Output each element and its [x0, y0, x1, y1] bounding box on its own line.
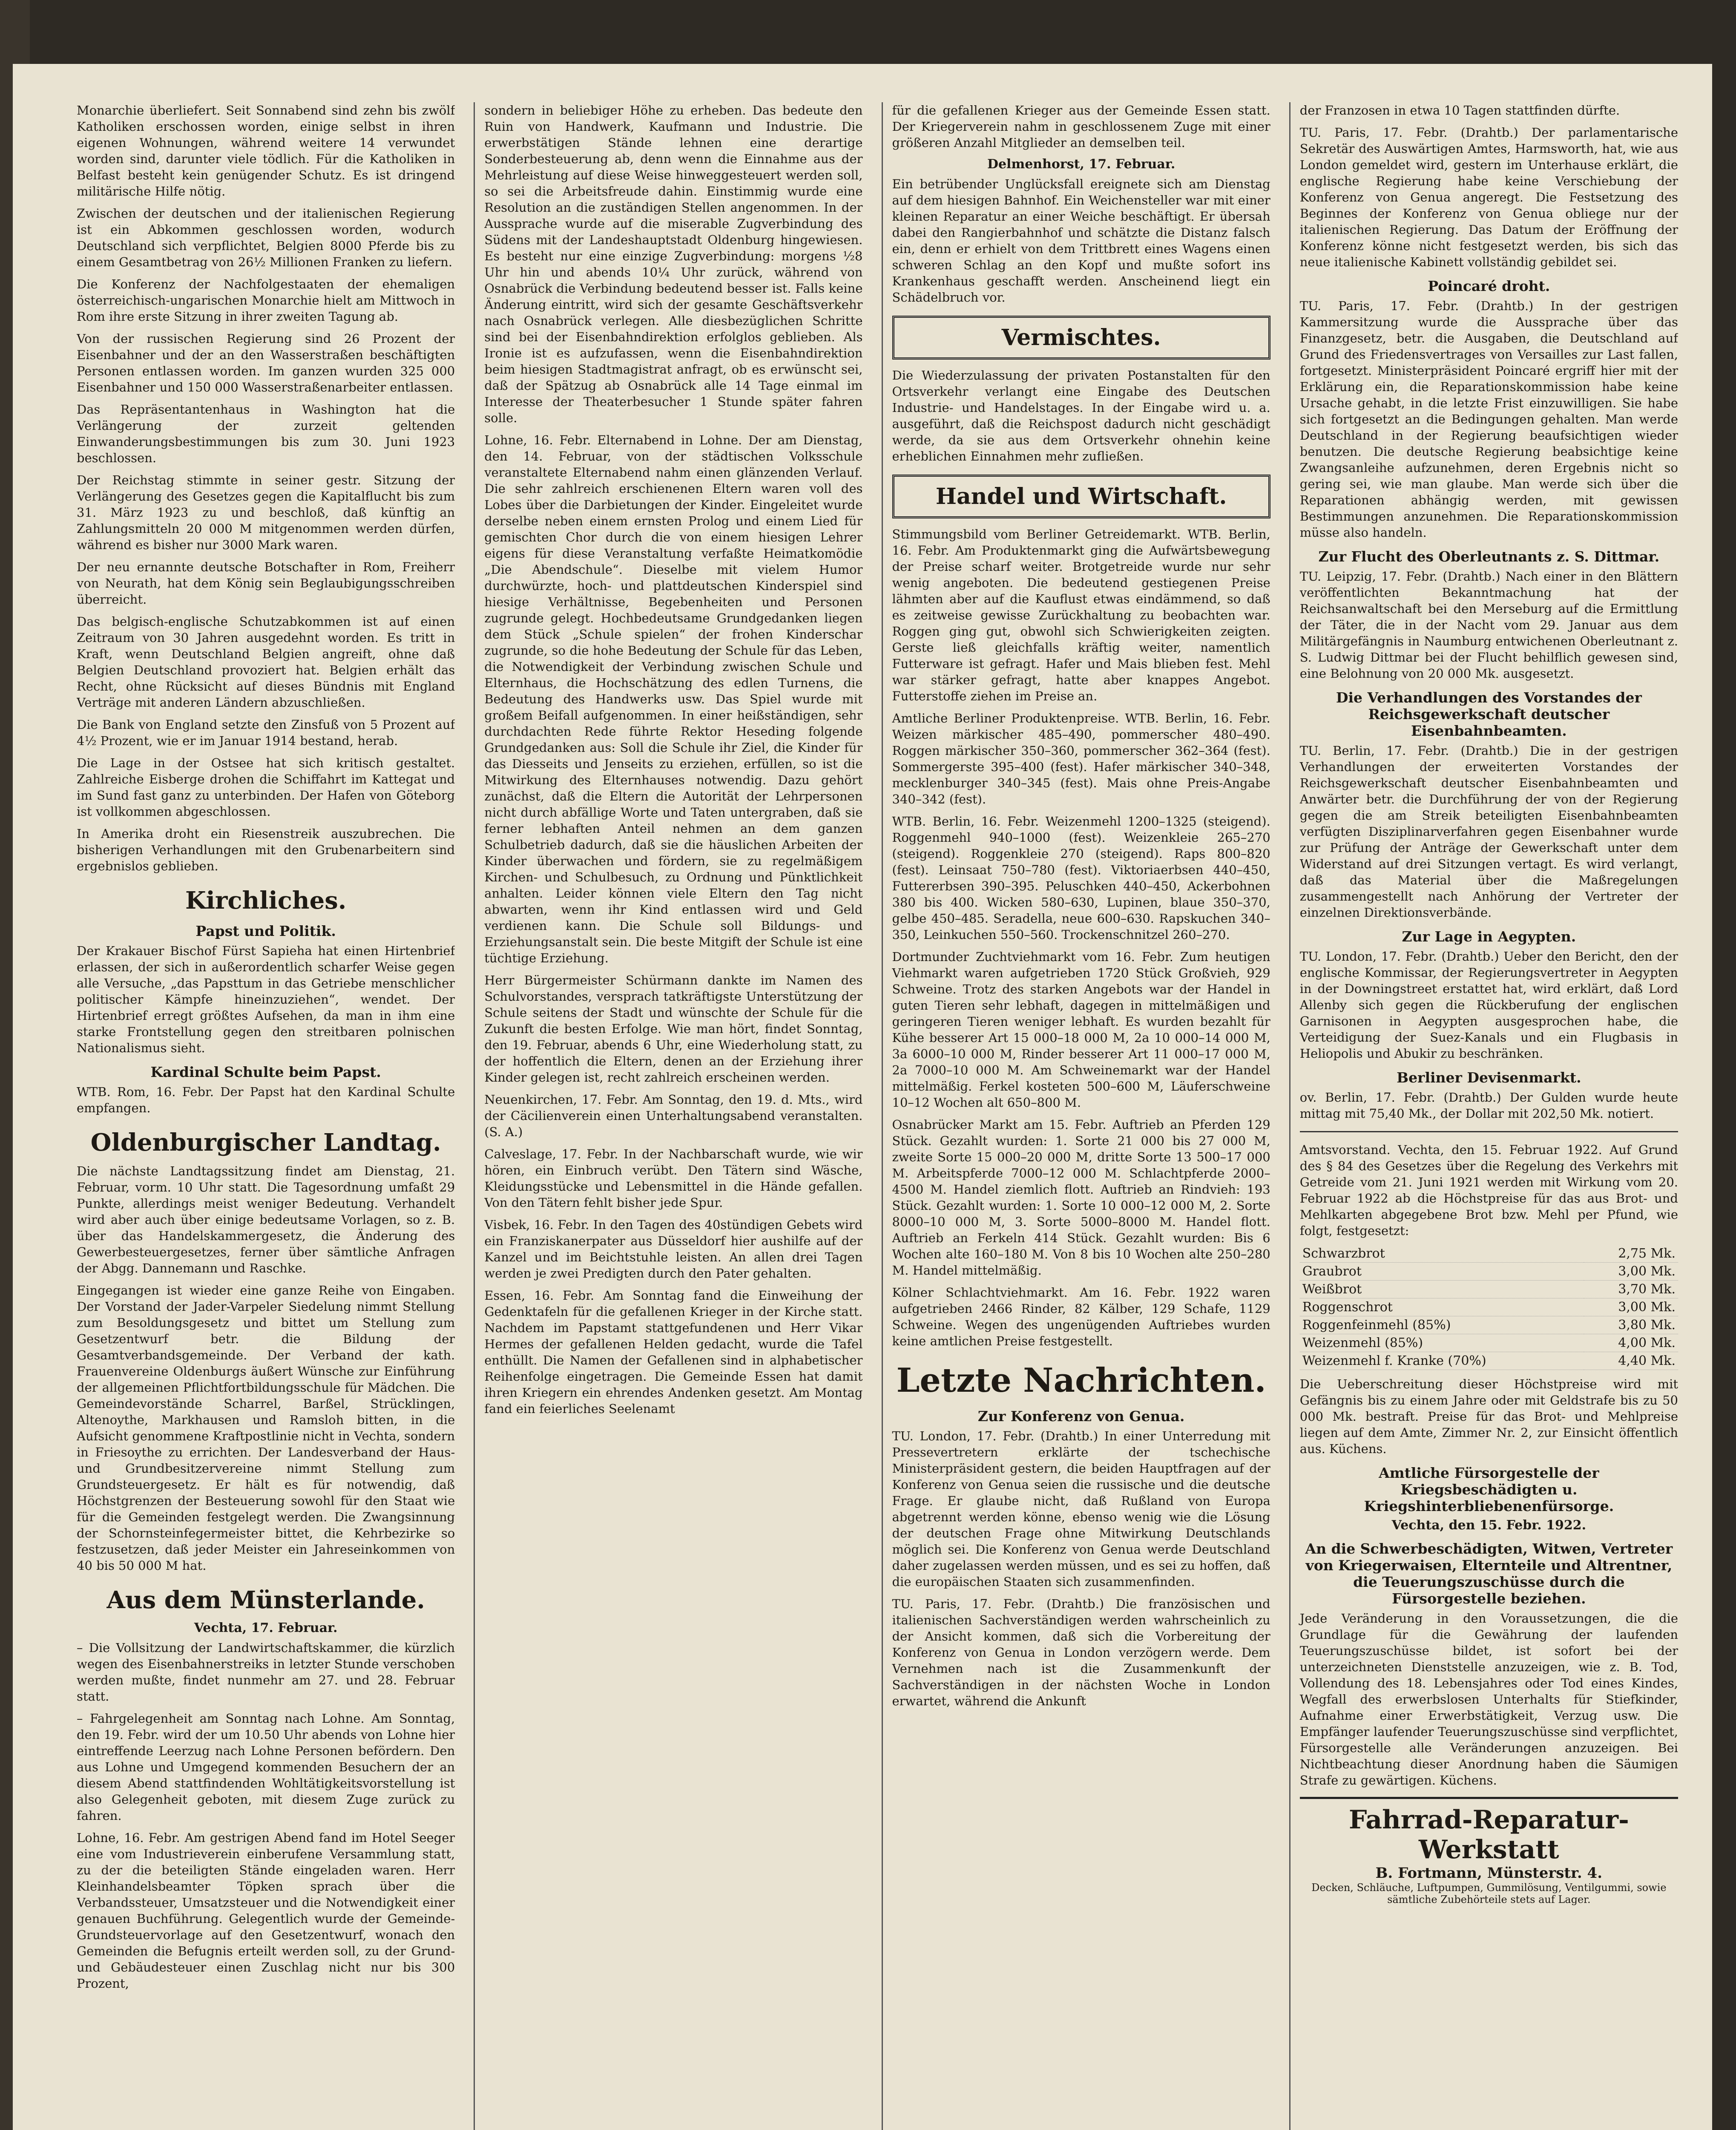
- newspaper-page: [13, 64, 1712, 2130]
- dateline: Delmenhorst, 17. Februar.: [987, 157, 1176, 172]
- article-headline: Zur Flucht des Oberleutnants z. S. Dittmar.: [1318, 548, 1660, 565]
- article-paragraph: Jede Veränderung in den Voraussetzungen, die die Grundlage für die Gewährung der laufenden Teuerungszuschüsse bildet, ist sofort bei der unterzeichneten Dienststelle anzuzeigen, wie z. B. Tod, Vollendung des 18. Lebensjahres oder Tod eines Kindes, Wegfall des erwerbslosen Unterhalts für Stiefkinder, Aufnahme einer Erwerbstätigkeit, Verzug usw. Die Empfänger laufender Teuerungszuschüsse sind verpflichtet, Fürsorgestelle alle Veränderungen anzuzeigen. Bei Nichtbeachtung dieser Anordnung haben die Säumigen Strafe zu gewärtigen. Küchens.: [1299, 1611, 1678, 1787]
- article-paragraph: Kölner Schlachtviehmarkt. Am 16. Febr. 1922 waren aufgetrieben 2466 Rinder, 82 Kälber, 129 Schafe, 1129 Schweine. Wegen des ungenügenden Auftriebes wurden keine amtlichen Preise festgestellt.: [892, 1285, 1270, 1348]
- article-paragraph: Dortmunder Zuchtviehmarkt vom 16. Febr. Zum heutigen Viehmarkt waren aufgetrieben 1720 Stück Großvieh, 929 Schweine. Trotz des starken Angebots war der Handel in guten Tieren sehr lebhaft, dagegen in mittelmäßigen und geringeren Tieren weniger lebhaft. Es wurden bezahlt für Kühe besserer Art 15 000–18 000 M, 2a 10 000–14 000 M, 3a 6000–10 000 M, Rinder besserer Art 11 000–17 000 M, 2a 7000–10 000 M. Am Schweinemarkt war der Handel mittelmäßig. Ferkel kosteten 500–600 M, Läuferschweine 10–12 Wochen alt 650–800 M.: [892, 950, 1270, 1110]
- section-heading: Aus dem Münsterlande.: [106, 1586, 425, 1614]
- article-paragraph: – Die Vollsitzung der Landwirtschaftskammer, die kürzlich wegen des Eisenbahnerstreiks in letzter Stunde verschoben werden mußte, findet nunmehr am 27. und 28. Februar statt.: [77, 1641, 455, 1704]
- column-container: [77, 102, 1678, 2130]
- article-paragraph: TU. Paris, 17. Febr. (Drahtb.) Der parlamentarische Sekretär des Auswärtigen Amtes, Harmsworth, hat, wie aus London gemeldet wird, gestern im Unterhause erklärt, die englische Regierung habe keine Verschiebung der Konferenz von Genua angeregt. Die Festsetzung des Beginnes der Konferenz von Genua obliege nur der italienischen Regierung. Das Datum der Eröffnung der Konferenz könne nicht festgesetzt werden, bis sich das neue italienische Kabinett vollständig gebildet sei.: [1299, 125, 1678, 269]
- article-paragraph: Der Krakauer Bischof Fürst Sapieha hat einen Hirtenbrief erlassen, der sich in außerordentlich scharfer Weise gegen alle Versuche, „das Papsttum in das Getriebe menschlicher politischer Kämpfe hineinzuziehen“, wendet. Der Hirtenbrief erregt größtes Aufsehen, da man in ihm eine starke Frontstellung gegen den streitbaren polnischen Nationalismus sieht.: [77, 944, 455, 1055]
- article-paragraph: TU. Berlin, 17. Febr. (Drahtb.) Die in der gestrigen Verhandlungen der erweiterten Vorstandes der Reichsgewerkschaft deutscher Eisenbahnbeamten und Anwärter betr. die Durchführung der von der Regierung gegen die am Streik beteiligten Eisenbahnbeamten verfügten Disziplinarverfahren gegen Eisenbahner wurde zur Prüfung der Anträge der Gewerkschaft unter dem Widerstand auf drei Sitzungen vertagt. Es wird verlangt, daß das Material über die Maßregelungen zusammengestellt nach Anhörung der Vertreter der einzelnen Direktionsverbände.: [1299, 743, 1678, 920]
- price-row: [1300, 1263, 1678, 1281]
- article-paragraph: Visbek, 16. Febr. In den Tagen des 40stündigen Gebets wird ein Franziskanerpater aus Düsseldorf hier aushilfe auf der Kanzel und im Beichtstuhle leisten. An allen drei Tagen werden je zwei Predigten durch den Pater gehalten.: [484, 1218, 863, 1281]
- advertisement-products: Decken, Schläuche, Luftpumpen, Gummilösung, Ventilgummi, sowie sämtliche Zubehörteile stets auf Lager.: [1311, 1882, 1667, 1905]
- article-paragraph: Der neu ernannte deutsche Botschafter in Rom, Freiherr von Neurath, hat dem König sein Beglaubigungsschreiben überreicht.: [77, 560, 455, 607]
- article-headline: Amtliche Fürsorgestelle der Kriegsbeschädigten u. Kriegshinterbliebenenfürsorge.: [1364, 1465, 1614, 1514]
- article-paragraph: Die Bank von England setzte den Zinsfuß von 5 Prozent auf 4½ Prozent, wie er im Januar 1914 bestand, herab.: [77, 717, 455, 748]
- price-label: Schwarzbrot: [1300, 1245, 1584, 1263]
- article-paragraph: Der Reichstag stimmte in seiner gestr. Sitzung der Verlängerung des Gesetzes gegen die Kapitalflucht bis zum 31. März 1923 zu und beschloß, daß künftig an Zahlungsmitteln 20 000 M mitgenommen werden dürfen, während es bisher nur 3000 Mark waren.: [77, 473, 455, 552]
- article-paragraph: ov. Berlin, 17. Febr. (Drahtb.) Der Gulden wurde heute mittag mit 75,40 Mk., der Dollar mit 202,50 Mk. notiert.: [1299, 1090, 1678, 1121]
- article-paragraph: Osnabrücker Markt am 15. Febr. Auftrieb an Pferden 129 Stück. Gezahlt wurden: 1. Sorte 21 000 bis 27 000 M, zweite Sorte 15 000–20 000 M, dritte Sorte 13 500–17 000 M. Arbeitspferde 7000–12 000 M. Schlachtpferde 2000–4500 M. Handel ziemlich flott. Auftrieb an Rindvieh: 193 Stück. Gezahlt wurden: 1. Sorte 10 000–12 000 M, 2. Sorte 8000–10 000 M, 3. Sorte 5000–8000 M. Handel flott. Auftrieb an Ferkeln 414 Stück. Gezahlt wurden: Bis 6 Wochen alte 160–180 M. Von 8 bis 10 Wochen alte 250–280 M. Handel mittelmäßig.: [892, 1117, 1270, 1278]
- price-value: 4,00 Mk.: [1584, 1334, 1678, 1352]
- price-row: [1300, 1245, 1678, 1263]
- column-3: [882, 102, 1270, 2130]
- article-paragraph: TU. Leipzig, 17. Febr. (Drahtb.) Nach einer in den Blättern veröffentlichten Bekanntmachung hat der Reichsanwaltschaft bei den Merseburg auf die Ermittlung der Täter, die in der Nacht vom 29. Januar aus dem Militärgefängnis in Naumburg entwichenen Oberleutnant z. S. Ludwig Dittmar bei der Flucht behilflich gewesen sind, eine Belohnung von 20 000 Mk. ausgesetzt.: [1299, 569, 1678, 681]
- article-paragraph: TU. London, 17. Febr. (Drahtb.) Ueber den Bericht, den der englische Kommissar, der Regierungsvertreter in Aegypten in der Downingstreet erstattet hat, wird erklärt, daß Lord Allenby sich gegen die Rückberufung der englischen Garnisonen in Aegypten ausgesprochen habe, die Verteidigung der Suez-Kanals und ein Flugbasis in Heliopolis und Abukir zu beschränken.: [1299, 949, 1678, 1061]
- column-1: [77, 102, 455, 2130]
- dateline: Vechta, 17. Februar.: [194, 1621, 338, 1635]
- boxed-section-heading: Handel und Wirtschaft.: [892, 475, 1270, 518]
- article-paragraph: Essen, 16. Febr. Am Sonntag fand die Einweihung der Gedenktafeln für die gefallenen Krieger in der Kirche statt. Nachdem im Papstamt stattgefundenen und Herr Vikar Hermes der gefallenen Helden gedacht, wurde die Tafel enthüllt. Die Namen der Gefallenen sind in alphabetischer Reihenfolge eingetragen. Die Gemeinde Essen hat damit ihren Kriegern ein ehrendes Andenken gesetzt. Am Montag fand ein feierliches Seelenamt: [484, 1288, 863, 1416]
- article-paragraph: sondern in beliebiger Höhe zu erheben. Das bedeute den Ruin von Handwerk, Kaufmann und Industrie. Die erwerbstätigen Stände lehnen eine derartige Sonderbesteuerung ab, denn wenn die Einnahme aus der Mehrleistung auf diese Weise hinweggesteuert werden soll, so sei die Arbeitsfreude dahin. Einstimmig wurde eine Resolution an die zuständigen Stellen angenommen. In der Aussprache wurde auf die miserable Zugverbindung des Südens mit der Landeshauptstadt Oldenburg hingewiesen. Es besteht nur eine einzige Zugverbindung: morgens ½8 Uhr hin und abends 10¼ Uhr zurück, während von Osnabrück die Verbindung bedeutend besser ist. Falls keine Änderung eintritt, wird sich der gesamte Geschäftsverkehr nach Osnabrück verlegen. Alle diesbezüglichen Schritte sind bei der Eisenbahndirektion erfolglos geblieben. Als Ironie ist es aufzufassen, wenn die Eisenbahndirektion beim hiesigen Stadtmagistrat anfragt, ob es erwünscht sei, daß der Spätzug ab Osnabrück alle 14 Tage einmal im Interesse der Theaterbesucher 1 Stunde später fahren solle.: [484, 103, 863, 425]
- column-4: [1289, 102, 1678, 2130]
- column-2: [474, 102, 862, 2130]
- article-paragraph: WTB. Berlin, 16. Febr. Weizenmehl 1200–1325 (steigend). Roggenmehl 940–1000 (fest). Weizenkleie 265–270 (steigend). Roggenkleie 270 (steigend). Raps 800–820 (fest). Leinsaat 750–780 (fest). Viktoriaerbsen 440–450, Futtererbsen 390–395. Peluschken 440–450, Ackerbohnen 380 bis 400. Wicken 580–630, Lupinen, blaue 350–370, gelbe 450–485. Seradella, neue 600–630. Rapskuchen 340–350, Leinkuchen 550–560. Trockenschnitzel 260–270.: [892, 814, 1270, 942]
- boxed-section-heading: Vermischtes.: [892, 316, 1270, 360]
- article-headline: Berliner Devisenmarkt.: [1397, 1069, 1581, 1086]
- article-paragraph: Das Repräsentantenhaus in Washington hat die Verlängerung der zurzeit geltenden Einwanderungsbestimmungen bis zum 30. Juni 1923 beschlossen.: [77, 402, 455, 465]
- article-paragraph: TU. London, 17. Febr. (Drahtb.) In einer Unterredung mit Pressevertretern erklärte der tschechische Ministerpräsident gestern, die beiden Hauptfragen auf der Konferenz von Genua seien die russische und die deutsche Frage. Er glaube nicht, daß Rußland von Europa abgetrennt werden könne, ebenso wenig wie die Lösung der deutschen Frage ohne Mitwirkung Deutschlands möglich sei. Die Konferenz von Genua werde Deutschland daher zugelassen werden müssen, und es sei zu hoffen, daß die europäischen Staaten sich zusammenfinden.: [892, 1429, 1270, 1589]
- article-paragraph: Neuenkirchen, 17. Febr. Am Sonntag, den 19. d. Mts., wird der Cäcilienverein einen Unterhaltungsabend veranstalten. (S. A.): [484, 1092, 863, 1139]
- article-headline: Papst und Politik.: [195, 923, 336, 939]
- article-paragraph: TU. Paris, 17. Febr. (Drahtb.) Die französischen und italienischen Sachverständigen werden wahrscheinlich zu der Ansicht kommen, daß sich die Vorbereitung der Konferenz von Genua in London verzögern werde. Dem Vernehmen nach ist die Zusammenkunft der Sachverständigen in der nächsten Woche in London erwartet, während die Ankunft: [892, 1597, 1270, 1708]
- price-row: [1300, 1352, 1678, 1370]
- article-paragraph: Amtsvorstand. Vechta, den 15. Februar 1922. Auf Grund des § 84 des Gesetzes über die Regelung des Verkehrs mit Getreide vom 21. Juni 1921 werden mit Wirkung vom 20. Februar 1922 ab die Höchstpreise für das aus Brot- und Mehlkarten abgegebene Brot bzw. Mehl per Pfund, wie folgt, festgesetzt:: [1299, 1143, 1678, 1238]
- article-paragraph: der Franzosen in etwa 10 Tagen stattfinden dürfte.: [1299, 103, 1620, 118]
- article-paragraph: Stimmungsbild vom Berliner Getreidemarkt. WTB. Berlin, 16. Febr. Am Produktenmarkt ging die Aufwärtsbewegung der Preise scharf weiter. Brotgetreide wurde nur sehr wenig angeboten. Die bedeutend gestiegenen Preise lähmten aber auf die Kauflust etwas eindämmend, so daß es zeitweise gewisse Zurückhaltung zu beobachten war. Roggen ging gut, obwohl sich Schwierigkeiten zeigten. Gerste ließ gleichfalls kräftig weiter, namentlich Futterware ist gefragt. Hafer und Mais blieben fest. Mehl war stärker gefragt, hatte aber knappes Angebot. Futterstoffe ziehen im Preise an.: [892, 527, 1270, 703]
- article-paragraph: Die Konferenz der Nachfolgestaaten der ehemaligen österreichisch-ungarischen Monarchie hielt am Mittwoch in Rom ihre erste Sitzung in ihrer zweiten Tagung ab.: [77, 277, 455, 324]
- article-paragraph: Das belgisch-englische Schutzabkommen ist auf einen Zeitraum von 30 Jahren ausgedehnt worden. Es tritt in Kraft, wenn Deutschland Belgien angreift, ohne daß Belgien Deutschland provoziert hat. Belgien erhält das Recht, ohne Rücksicht auf dieses Bündnis mit England Verträge mit anderen Ländern abzuschließen.: [77, 614, 455, 710]
- dateline: Vechta, den 15. Febr. 1922.: [1391, 1518, 1587, 1533]
- price-label: Weizenmehl (85%): [1300, 1334, 1584, 1352]
- article-paragraph: Von der russischen Regierung sind 26 Prozent der Eisenbahner und der an den Wasserstraßen beschäftigten Personen entlassen worden. Im ganzen wurden 325 000 Eisenbahner und 150 000 Wasserstraßenarbeiter entlassen.: [77, 331, 455, 394]
- price-label: Roggenfeinmehl (85%): [1300, 1316, 1584, 1334]
- article-paragraph: In Amerika droht ein Riesenstreik auszubrechen. Die bisherigen Verhandlungen mit den Grubenarbeitern sind ergebnislos geblieben.: [77, 826, 455, 873]
- article-paragraph: Die Ueberschreitung dieser Höchstpreise wird mit Gefängnis bis zu einem Jahre oder mit Geldstrafe bis zu 50 000 Mk. bestraft. Preise für das Brot- und Mehlpreise liegen auf dem Amte, Zimmer Nr. 2, zur Einsicht öffentlich aus. Küchens.: [1299, 1377, 1678, 1456]
- article-headline: Zur Konferenz von Genua.: [977, 1408, 1185, 1425]
- article-headline: Die Verhandlungen des Vorstandes der Reichsgewerkschaft deutscher Eisenbahnbeamten.: [1336, 689, 1642, 739]
- article-paragraph: Die nächste Landtagssitzung findet am Dienstag, 21. Februar, vorm. 10 Uhr statt. Die Tagesordnung umfaßt 29 Punkte, allerdings meist weniger Bedeutung. Verhandelt wird aber auch über einige bedeutsame Vorlagen, so z. B. über das Handelskammergesetz, die Änderung des Gewerbesteuergesetzes, ferner über sämtliche Anfragen der Abgg. Dannemann und Raschke.: [77, 1164, 455, 1275]
- price-value: 3,70 Mk.: [1584, 1281, 1678, 1298]
- article-paragraph: Ein betrübender Unglücksfall ereignete sich am Dienstag auf dem hiesigen Bahnhof. Ein Weichensteller war mit einer kleinen Reparatur an einer Weiche beschäftigt. Er übersah dabei den Rangierbahnhof und schätzte die Distanz falsch ein, denn er erhielt von dem Trittbrett eines Wagens einen schweren Schlag an den Kopf und mußte sofort ins Krankenhaus geschafft werden. Anscheinend liegt ein Schädelbruch vor.: [892, 177, 1270, 305]
- article-headline: Poincaré droht.: [1428, 278, 1550, 294]
- article-paragraph: Calveslage, 17. Febr. In der Nachbarschaft wurde, wie wir hören, ein Einbruch verübt. Den Tätern sind Wäsche, Kleidungsstücke und Lebensmittel in die Hände gefallen. Von den Tätern fehlt bisher jede Spur.: [484, 1147, 863, 1210]
- article-paragraph: WTB. Rom, 16. Febr. Der Papst hat den Kardinal Schulte empfangen.: [77, 1085, 455, 1115]
- section-heading: Letzte Nachrichten.: [896, 1361, 1266, 1400]
- article-paragraph: Lohne, 16. Febr. Am gestrigen Abend fand im Hotel Seeger eine vom Industrieverein einberufene Versammlung statt, zu der die beteiligten Stände eingeladen waren. Herr Kleinhandelsbeamter Töpken sprach über die Verbandssteuer, Umsatzsteuer und die Notwendigkeit einer genauen Buchführung. Gelegentlich wurde der Gemeinde-Grundsteuervorlage auf den Gesetzentwurf, wonach den Gemeinden die Befugnis erteilt werden soll, zu der Grund- und Gebäudesteuer einen Zuschlag nicht nur bis 300 Prozent,: [77, 1831, 455, 1991]
- price-value: 2,75 Mk.: [1584, 1245, 1678, 1263]
- article-headline: Kardinal Schulte beim Papst.: [150, 1064, 381, 1080]
- section-heading: Kirchliches.: [185, 887, 347, 915]
- price-row: [1300, 1298, 1678, 1316]
- article-paragraph: – Fahrgelegenheit am Sonntag nach Lohne. Am Sonntag, den 19. Febr. wird der um 10.50 Uhr abends von Lohne hier eintreffende Leerzug nach Lohne Personen befördern. Den aus Lohne und Umgegend kommenden Besuchern der an diesem Abend stattfindenden Wohltätigkeitsvorstellung ist also Gelegenheit geboten, mit diesem Zuge zurück zu fahren.: [77, 1711, 455, 1823]
- price-table: [1300, 1245, 1678, 1370]
- price-value: 3,80 Mk.: [1584, 1316, 1678, 1334]
- price-label: Weizenmehl f. Kranke (70%): [1300, 1352, 1584, 1370]
- advertisement-title: Fahrrad-Reparatur-Werkstatt: [1300, 1797, 1678, 1865]
- price-row: [1300, 1281, 1678, 1298]
- article-paragraph: Die Lage in der Ostsee hat sich kritisch gestaltet. Zahlreiche Eisberge drohen die Schiffahrt im Kattegat und im Sund fast ganz zu unterbinden. Der Hafen von Göteborg ist vollkommen abgeschlossen.: [77, 756, 455, 819]
- price-label: Roggenschrot: [1300, 1298, 1584, 1316]
- price-row: [1300, 1334, 1678, 1352]
- article-headline: An die Schwerbeschädigten, Witwen, Vertreter von Kriegerwaisen, Elternteile und Altrentner, die Teuerungszuschüsse durch die Fürsorgestelle beziehen.: [1305, 1540, 1673, 1607]
- price-value: 4,40 Mk.: [1584, 1352, 1678, 1370]
- price-value: 3,00 Mk.: [1584, 1298, 1678, 1316]
- article-paragraph: für die gefallenen Krieger aus der Gemeinde Essen statt. Der Kriegerverein nahm in geschlossenem Zuge mit einer größeren Anzahl Mitglieder an demselben teil.: [892, 103, 1270, 150]
- article-paragraph: Herr Bürgermeister Schürmann dankte im Namen des Schulvorstandes, versprach tatkräftigste Unterstützung der Schule seitens der Stadt und wünschte der Schule für die Zukunft die besten Erfolge. Wie man hört, findet Sonntag, den 19. Februar, abends 6 Uhr, eine Wiederholung statt, zu der hoffentlich die Eltern, denen an der Erziehung ihrer Kinder gelegen ist, recht zahlreich erscheinen werden.: [484, 973, 863, 1085]
- price-value: 3,00 Mk.: [1584, 1263, 1678, 1281]
- article-paragraph: TU. Paris, 17. Febr. (Drahtb.) In der gestrigen Kammersitzung wurde die Aussprache über das Finanzgesetz, betr. die Ausgaben, die Deutschland auf Grund des Friedensvertrages von Versailles zur Last fallen, fortgesetzt. Ministerpräsident Poincaré ergriff hier mit der Erklärung ein, die Reparationskommission habe keine Ursache gehabt, in die letzte Frist einzuwilligen. Sie habe sich fortgesetzt an die Bedingungen gehalten. Man werde Deutschland in der Regierung beaufsichtigen wieder benutzen. Die deutsche Regierung beabsichtige keine Zwangsanleihe aufzunehmen, deren Ergebnis nicht so gering sei, wie man glaube. Man werde sich über die Reparationen abhängig werden, mit gewissen Bestimmungen anzunehmen. Die Reparationskommission müsse also handeln.: [1299, 299, 1678, 540]
- price-row: [1300, 1316, 1678, 1334]
- article-paragraph: Amtliche Berliner Produktenpreise. WTB. Berlin, 16. Febr. Weizen märkischer 485–490, pommerscher 480–490. Roggen märkischer 350–360, pommerscher 362–364 (fest). Sommergerste 395–400 (fest). Hafer märkischer 340–348, mecklenburger 340–345 (fest). Mais ohne Preis-Angabe 340–342 (fest).: [892, 711, 1270, 806]
- price-label: Graubrot: [1300, 1263, 1584, 1281]
- price-label: Weißbrot: [1300, 1281, 1584, 1298]
- divider: [1300, 1131, 1678, 1132]
- article-headline: Zur Lage in Aegypten.: [1402, 928, 1576, 945]
- article-paragraph: Lohne, 16. Febr. Elternabend in Lohne. Der am Dienstag, den 14. Februar, von der städtischen Volksschule veranstaltete Elternabend nahm einen glänzenden Verlauf. Die sehr zahlreich erschienenen Eltern waren voll des Lobes über die Darbietungen der Kinder. Eingeleitet wurde derselbe neben einem ernsten Prolog und einem Lied für gemischten Chor durch die von einem hiesigen Lehrer eigens für diese Veranstaltung verfaßte Heimatkomödie „Die Abendschule“. Dieselbe mit vielem Humor durchwürzte, hoch- und plattdeutschen Kinderspiel sind hiesige Verhältnisse, Begebenheiten und Personen zugrunde gelegt. Hochbedeutsame Grundgedanken liegen dem Stück „Schule spielen“ der frohen Kinderschar zugrunde, so die hohe Bedeutung der Schule für das Leben, die Notwendigkeit der Verbindung zwischen Schule und Elternhaus, die Hochschätzung des edlen Turnens, die Bedeutung des Handwerks usw. Das Spiel wurde mit großem Beifall aufgenommen. In einer heißständigen, sehr durchdachten Rede führte Rektor Heseding folgende Grundgedanken aus: Soll die Schule ihr Ziel, die Kinder für das Diesseits und Jenseits zu erziehen, erfüllen, so ist die Mitwirkung des Elternhauses notwendig. Dazu gehört zunächst, daß die Eltern die Autorität der Lehrpersonen nicht durch abfällige Worte und Taten untergraben, daß sie ferner lebhaften Anteil nehmen an dem ganzen Schulbetrieb dadurch, daß sie die häuslichen Arbeiten der Kinder überwachen und fördern, sie zu regelmäßigem Kirchen- und Schulbesuch, zu Ordnung und Pünktlichkeit anhalten. Leider können viele Eltern den Tag nicht abwarten, wenn ihr Kind entlassen wird und Geld verdienen kann. Die Schule soll Bildungs- und Erziehungsanstalt sein. Die beste Mitgift der Schule ist eine tüchtige Erziehung.: [484, 433, 863, 965]
- article-paragraph: Die Wiederzulassung der privaten Postanstalten für den Ortsverkehr verlangt eine Eingabe des Deutschen Industrie- und Handelstages. In der Eingabe wird u. a. ausgeführt, daß die Reichspost dadurch nicht geschädigt werde, da sie aus dem Ortsverkehr ohnehin keine erheblichen Einnahmen mehr zufließen.: [892, 368, 1270, 463]
- section-heading: Oldenburgischer Landtag.: [90, 1128, 441, 1157]
- advertisement-address: B. Fortmann, Münsterstr. 4.: [1375, 1865, 1603, 1882]
- article-paragraph: Zwischen der deutschen und der italienischen Regierung ist ein Abkommen geschlossen worden, wodurch Deutschland sich verpflichtet, Belgien 8000 Pferde bis zu einem Gesamtbetrag von 26½ Millionen Franken zu liefern.: [77, 206, 455, 269]
- article-paragraph: Eingegangen ist wieder eine ganze Reihe von Eingaben. Der Vorstand der Jader-Varpeler Siedelung nimmt Stellung zum Besoldungsgesetz und bittet um Stellung zum Gesetzentwurf betr. die Bildung der Gesamtverbandsgemeinde. Der Verband der kath. Frauenvereine Oldenburgs äußert Wünsche zur Einführung der allgemeinen Pflichtfortbildungsschule für Mädchen. Die Gemeindevorstände Scharrel, Barßel, Strücklingen, Altenoythe, Markhausen und Ramsloh bitten, in die Aufsicht genommene Kraftpostlinie nicht in Vechta, sondern in Friesoythe zu errichten. Der Landesverband der Haus- und Grundbesitzervereine nimmt Stellung zum Grundsteuergesetz. Er hält es für notwendig, daß Höchstgrenzen der Besteuerung sowohl für den Staat wie für die Gemeinden festgelegt werden. Die Zwangsinnung der Schornsteinfegermeister bittet, die Kehrbezirke so festzusetzen, daß jeder Meister ein Jahreseinkommen von 40 bis 50 000 M hat.: [77, 1283, 455, 1573]
- article-paragraph: Monarchie überliefert. Seit Sonnabend sind zehn bis zwölf Katholiken erschossen worden, einige selbst in ihren eigenen Wohnungen, während weitere 14 verwundet worden sind, darunter viele tödlich. Für die Katholiken in Belfast besteht kein genügender Schutz. Es ist dringend militärische Hilfe nötig.: [77, 103, 455, 199]
